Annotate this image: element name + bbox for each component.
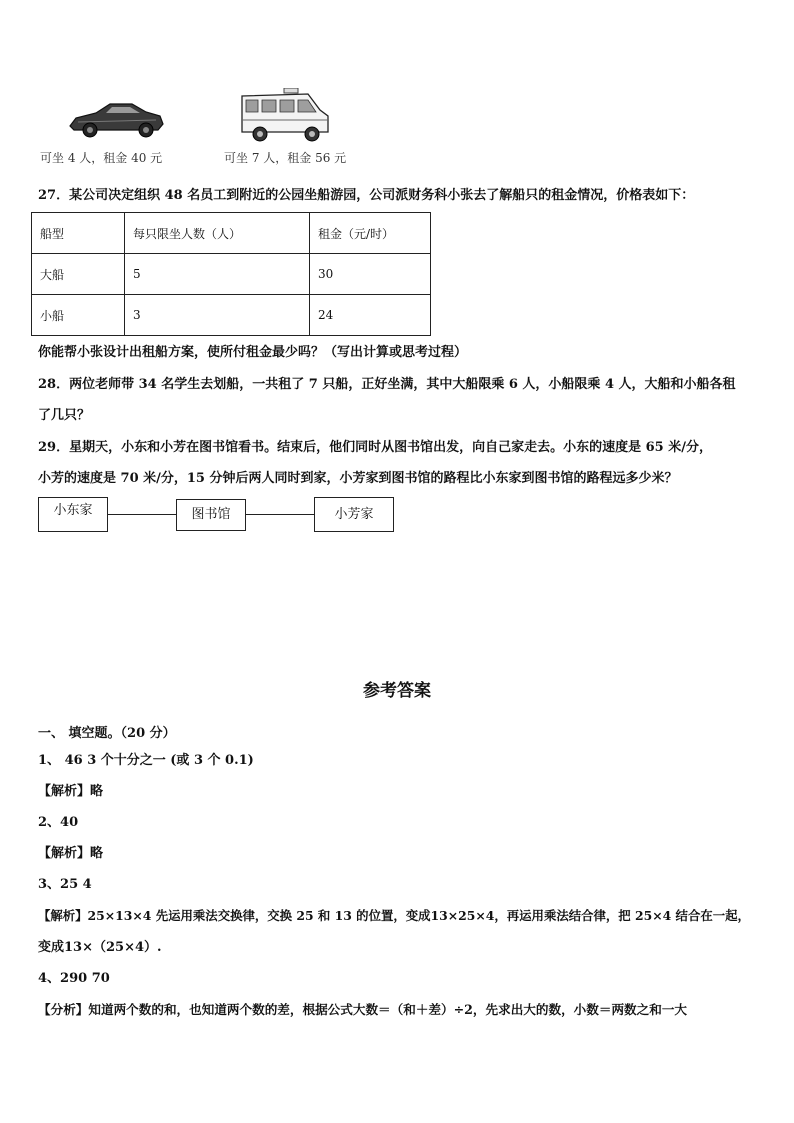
answer-line: 3、25 4 xyxy=(38,877,92,892)
table-header-cell: 每只限坐人数（人） xyxy=(125,213,310,254)
answer-line: 【分析】知道两个数的和，也知道两个数的差，根据公式大数＝（和＋差）÷2，先求出大的数，小数＝两数之和一大 xyxy=(38,1002,688,1017)
q29-line1: 29．星期天，小东和小芳在图书馆看书。结束后，他们同时从图书馆出发，向自己家走去。小东的速度是 65 米/分， xyxy=(38,440,712,455)
answer-line: 【解析】25×13×4 先运用乘法交换律，交换 25 和 13 的位置，变成13×25×4，再运用乘法结合律，把 25×4 结合在一起， xyxy=(38,908,750,923)
q28-line1: 28．两位老师带 34 名学生去划船，一共租了 7 只船，正好坐满，其中大船限乘 6 人，小船限乘 4 人，大船和小船各租 xyxy=(38,377,736,392)
answers-title: 参考答案 xyxy=(363,681,431,701)
table-header-cell: 租金（元/时） xyxy=(310,213,431,254)
diagram-line-left xyxy=(108,514,176,515)
answer-line: 2、40 xyxy=(38,815,79,830)
answer-line: 【解析】略 xyxy=(38,846,104,861)
answer-line: 变成13×（25×4）. xyxy=(38,940,162,955)
q27-question: 你能帮小张设计出租船方案，使所付租金最少吗？（写出计算或思考过程） xyxy=(38,345,468,360)
van-illustration xyxy=(238,88,330,146)
boat-price-table xyxy=(31,212,431,336)
q28-line2: 了几只？ xyxy=(38,408,91,423)
van-caption: 可坐 7 人，租金 56 元 xyxy=(224,151,347,165)
table-cell: 24 xyxy=(310,295,431,336)
table-cell: 5 xyxy=(125,254,310,295)
table-cell: 30 xyxy=(310,254,431,295)
xiaofang-home-box: 小芳家 xyxy=(314,497,394,532)
answer-line: 4、290 70 xyxy=(38,971,110,986)
table-row xyxy=(32,295,431,336)
table-row xyxy=(32,254,431,295)
answers-section: 一、 填空题。（20 分） xyxy=(38,726,176,741)
q27-text: 27．某公司决定组织 48 名员工到附近的公园坐船游园，公司派财务科小张去了解船只的租金情况，价格表如下： xyxy=(38,188,695,203)
car-illustration xyxy=(66,98,166,142)
table-header-cell: 船型 xyxy=(32,213,125,254)
q29-line2: 小芳的速度是 70 米/分，15 分钟后两人同时到家，小芳家到图书馆的路程比小东家到图书馆的路程远多少米？ xyxy=(38,471,678,486)
car-caption: 可坐 4 人，租金 40 元 xyxy=(40,151,163,165)
table-header-row xyxy=(32,213,431,254)
library-box: 图书馆 xyxy=(176,499,246,531)
answer-line: 1、 46 3 个十分之一 (或 3 个 0.1) xyxy=(38,753,254,768)
table-cell: 大船 xyxy=(32,254,125,295)
table-cell: 小船 xyxy=(32,295,125,336)
xiaodong-home-box: 小东家 xyxy=(38,497,108,532)
diagram-line-right xyxy=(246,514,314,515)
table-cell: 3 xyxy=(125,295,310,336)
answer-line: 【解析】略 xyxy=(38,784,104,799)
